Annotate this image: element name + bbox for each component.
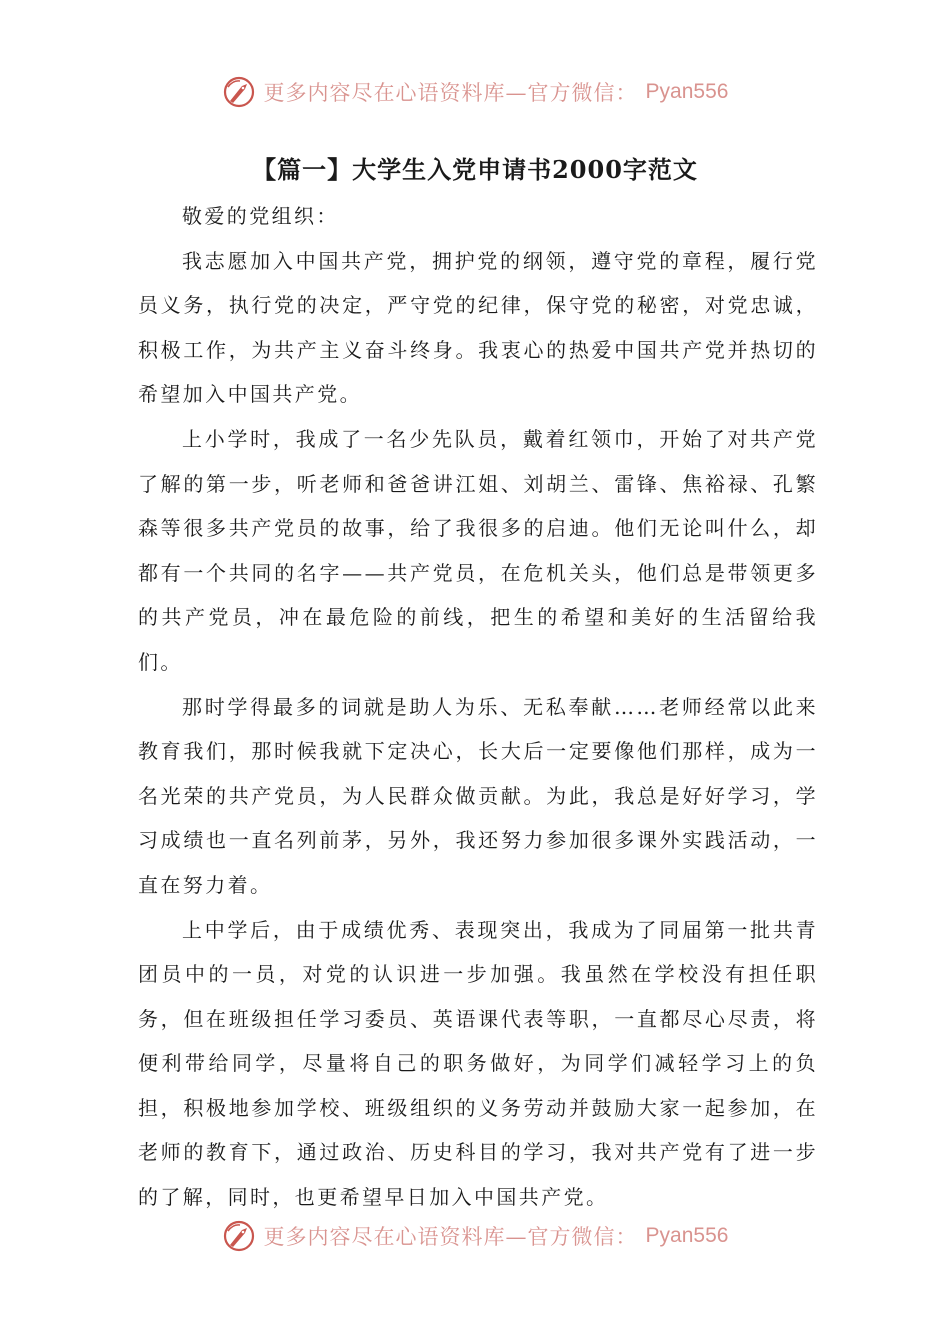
banner-wechat-id: Pyan556 <box>645 1224 729 1247</box>
paragraph: 我志愿加入中国共产党，拥护党的纲领，遵守党的章程，履行党员义务，执行党的决定，严守党的纪律，保守党的秘密，对党忠诚，积极工作，为共产主义奋斗终身。我衷心的热爱中国共产党并热切的希望加入中国共产党。 <box>138 248 818 407</box>
pen-nib-logo-icon <box>222 1219 256 1253</box>
banner-wechat-id: Pyan556 <box>645 80 729 103</box>
paragraph: 上小学时，我成了一名少先队员，戴着红领巾，开始了对共产党了解的第一步，听老师和爸爸讲江姐、刘胡兰、雷锋、焦裕禄、孔繁森等很多共产党员的故事，给了我很多的启迪。他们无论叫什么，却都有一个共同的名字——共产党员，在危机关头，他们总是带领更多的共产党员，冲在最危险的前线，把生的希望和美好的生活留给我们。 <box>138 426 818 674</box>
banner-text: 更多内容尽在心语资料库—官方微信： <box>263 1225 638 1249</box>
header-banner <box>0 70 950 114</box>
document-title: 【篇一】大学生入党申请书2000字范文 <box>252 155 698 184</box>
document-body <box>138 194 818 1220</box>
paragraph: 那时学得最多的词就是助人为乐、无私奉献……老师经常以此来教育我们，那时候我就下定决心，长大后一定要像他们那样，成为一名光荣的共产党员，为人民群众做贡献。为此，我总是好好学习，学习成绩也一直名列前茅，另外，我还努力参加很多课外实践活动，一直在努力着。 <box>138 694 818 897</box>
banner-text: 更多内容尽在心语资料库—官方微信： <box>263 81 638 105</box>
salutation: 敬爱的党组织： <box>182 204 339 228</box>
paragraph: 上中学后，由于成绩优秀、表现突出，我成为了同届第一批共青团员中的一员，对党的认识进一步加强。我虽然在学校没有担任职务，但在班级担任学习委员、英语课代表等职，一直都尽心尽责，将便利带给同学，尽量将自己的职务做好，为同学们减轻学习上的负担，积极地参加学校、班级组织的义务劳动并鼓励大家一起参加，在老师的教育下，通过政治、历史科目的学习，我对共产党有了进一步的了解，同时，也更希望早日加入中国共产党。 <box>138 917 818 1210</box>
pen-nib-logo-icon <box>222 75 256 109</box>
footer-banner <box>0 1214 950 1258</box>
